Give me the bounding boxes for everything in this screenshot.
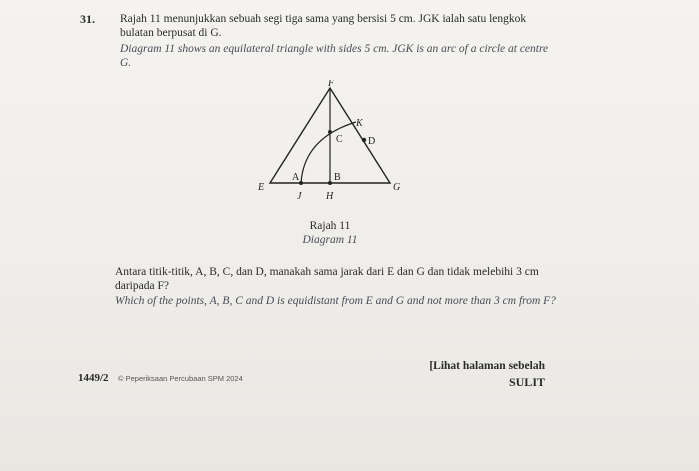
label-h: H <box>326 191 334 202</box>
see-next-page: [Lihat halaman sebelah <box>429 360 545 372</box>
label-f: F <box>328 80 335 89</box>
label-e: E <box>258 182 265 193</box>
label-k: K <box>356 118 363 129</box>
copyright-notice: © Peperiksaan Percubaan SPM 2024 <box>118 374 243 383</box>
label-j: J <box>297 191 302 202</box>
point-b <box>328 181 332 185</box>
label-c: C <box>336 134 343 145</box>
sulit-label: SULIT <box>508 375 545 389</box>
label-d: D <box>368 136 376 147</box>
prompt-text-english: Which of the points, A, B, C and D is equidistant from E and G and not more than 3 cm from F? <box>115 295 556 307</box>
point-c <box>328 130 332 134</box>
question-text-english: Diagram 11 shows an equilateral triangle with sides 5 cm. JGK is an arc of a circle at centre G. <box>120 43 549 69</box>
label-a: A <box>292 172 300 183</box>
question-number: 31. <box>80 12 95 26</box>
point-d <box>362 138 366 142</box>
triangle-diagram <box>240 80 420 210</box>
label-b: B <box>334 172 341 183</box>
label-g: G <box>393 182 401 193</box>
question-text-malay: Rajah 11 menunjukkan sebuah segi tiga sama yang bersisi 5 cm. JGK ialah satu lengkok bulatan berpusat di G. <box>120 13 527 39</box>
paper-code: 1449/2 <box>78 372 109 384</box>
point-a <box>299 181 303 185</box>
diagram-caption-malay: Rajah 11 <box>309 220 351 232</box>
prompt-text-malay: Antara titik-titik, A, B, C, dan D, manakah sama jarak dari E dan G dan tidak melebihi 3 cm daripada F? <box>115 266 539 292</box>
diagram-caption-english: Diagram 11 <box>302 234 358 246</box>
